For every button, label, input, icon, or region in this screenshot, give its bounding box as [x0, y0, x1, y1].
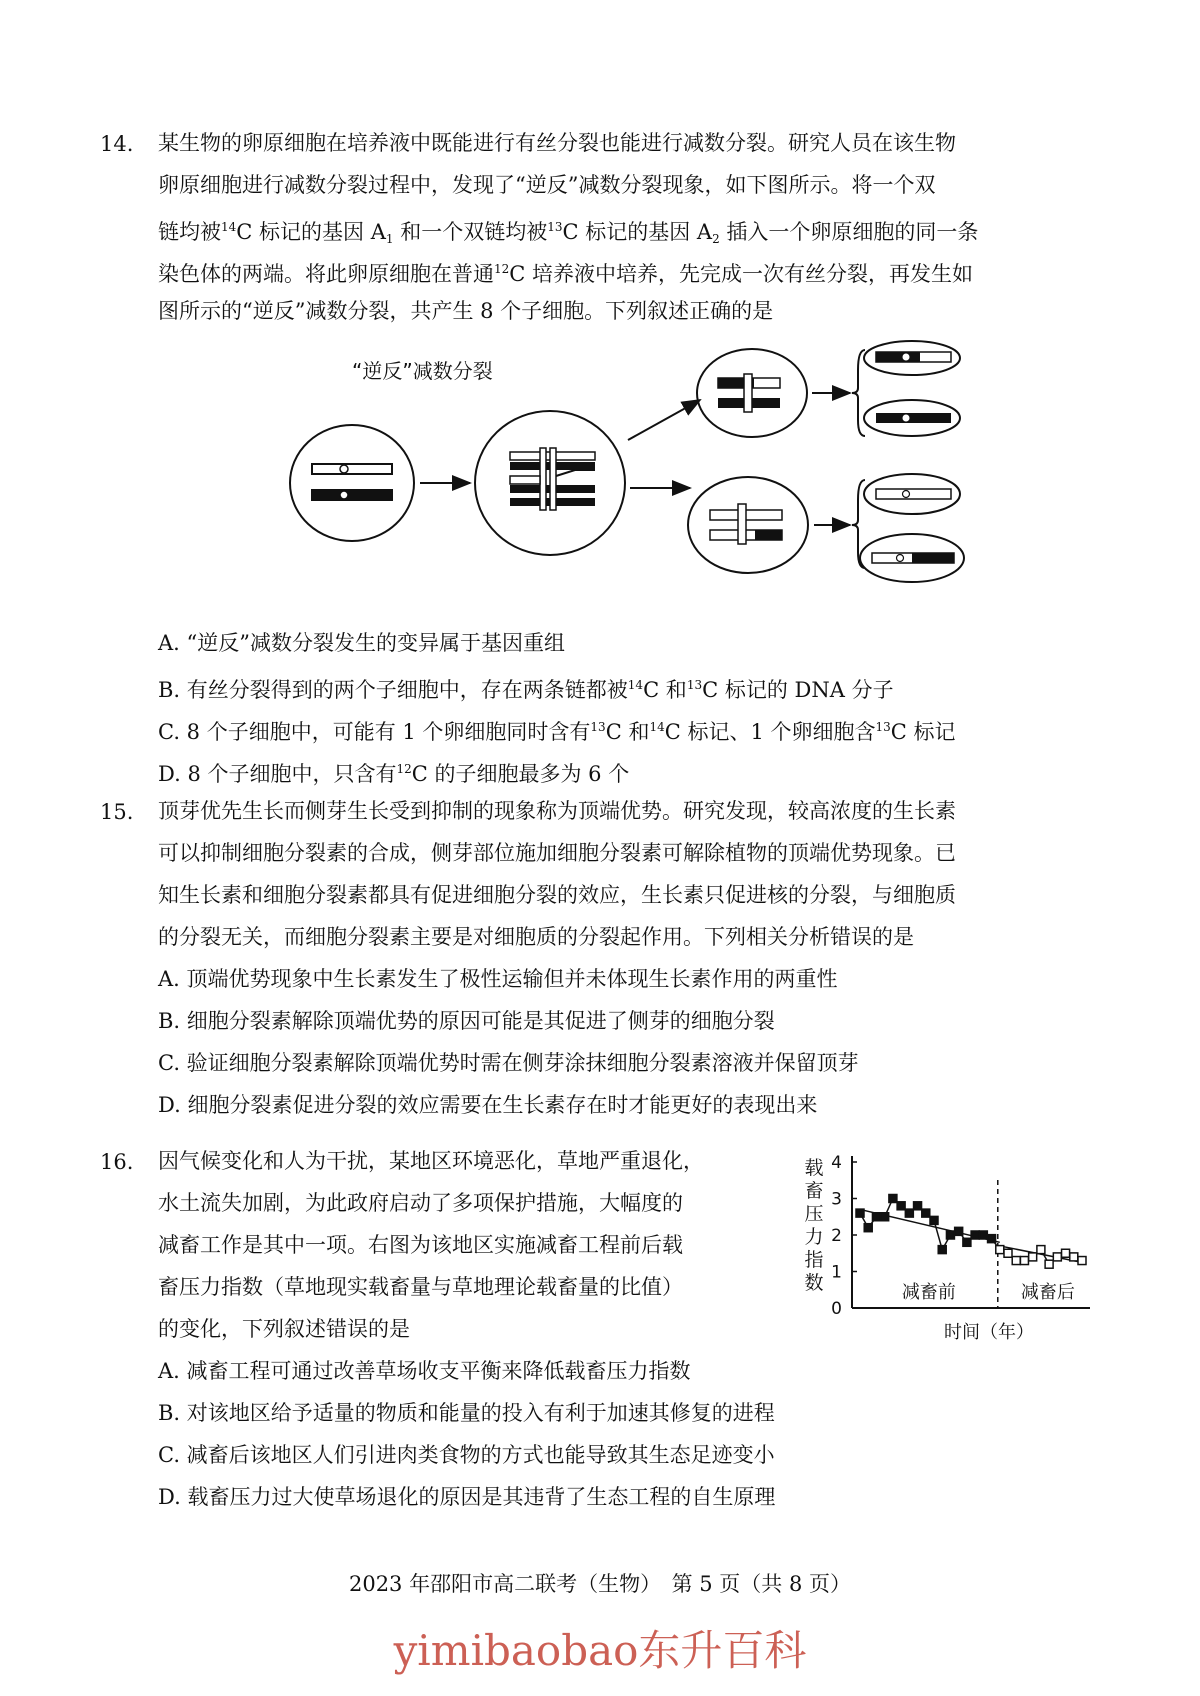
- cell-2: [475, 411, 625, 555]
- q15-option-c: C. 验证细胞分裂素解除顶端优势时需在侧芽涂抹细胞分裂素溶液并保留顶芽: [158, 1051, 859, 1075]
- data-point: [955, 1227, 963, 1235]
- q14-option-b: B. 有丝分裂得到的两个子细胞中，存在两条链都被$^{14}$C 和$^{13}$C 标记的 DNA 分子: [158, 678, 894, 702]
- data-point: [1053, 1253, 1061, 1261]
- y-axis-label-char: 载: [804, 1157, 824, 1179]
- q16-option-a: A. 减畜工程可通过改善草场收支平衡来降低载畜压力指数: [158, 1359, 691, 1383]
- daughter-cell-4: [860, 534, 964, 582]
- data-point: [897, 1202, 905, 1210]
- q14-option-a: A. “逆反”减数分裂发生的变异属于基因重组: [158, 631, 565, 655]
- cell-1: [290, 425, 414, 541]
- q16-option-c: C. 减畜后该地区人们引进肉类食物的方式也能导致其生态足迹变小: [158, 1443, 775, 1467]
- data-point: [905, 1209, 913, 1217]
- y-axis-label-char: 指: [804, 1249, 824, 1271]
- q15-line-2: 可以抑制细胞分裂素的合成，侧芽部位施加细胞分裂素可解除植物的顶端优势现象。已: [158, 841, 956, 865]
- data-point: [872, 1213, 880, 1221]
- q14-line-1: 某生物的卵原细胞在培养液中既能进行有丝分裂也能进行减数分裂。研究人员在该生物: [158, 131, 956, 155]
- y-tick-label: 2: [831, 1226, 842, 1246]
- y-tick-label: 1: [831, 1262, 842, 1283]
- q14-option-d: D. 8 个子细胞中，只含有$^{12}$C 的子细胞最多为 6 个: [158, 762, 630, 786]
- y-axis-label-char: 力: [804, 1226, 824, 1248]
- q15-option-a: A. 顶端优势现象中生长素发生了极性运输但并未体现生长素作用的两重性: [158, 967, 838, 991]
- q15-line-4: 的分裂无关，而细胞分裂素主要是对细胞质的分裂起作用。下列相关分析错误的是: [158, 925, 914, 949]
- y-axis-label-char: 数: [804, 1272, 824, 1294]
- q16-line-1: 因气候变化和人为干扰，某地区环境恶化，草地严重退化，: [158, 1149, 704, 1173]
- y-tick-label: 4: [831, 1153, 842, 1173]
- grazing-pressure-chart: [800, 1148, 1100, 1348]
- region-label-before: 减畜前: [901, 1282, 956, 1303]
- data-point: [996, 1246, 1004, 1254]
- daughter-cell-3: [864, 474, 960, 514]
- q15-option-d: D. 细胞分裂素促进分裂的效应需要在生长素存在时才能更好的表现出来: [158, 1093, 818, 1117]
- q14-line-4: 染色体的两端。将此卵原细胞在普通$^{12}$C 培养液中培养，先完成一次有丝分裂，再发生如: [158, 262, 974, 286]
- data-point: [856, 1209, 864, 1217]
- data-point: [979, 1231, 987, 1239]
- cell-4: [688, 477, 808, 573]
- x-axis-label: 时间（年）: [944, 1322, 1034, 1343]
- data-point: [1062, 1249, 1070, 1257]
- data-point: [1037, 1246, 1045, 1254]
- cell-3: [697, 349, 807, 437]
- data-point: [914, 1202, 922, 1210]
- data-point: [1070, 1253, 1078, 1261]
- watermark: yimibaobao东升百科: [393, 1626, 807, 1675]
- q14-line-2: 卵原细胞进行减数分裂过程中，发现了“逆反”减数分裂现象，如下图所示。将一个双: [158, 173, 936, 197]
- q15-option-b: B. 细胞分裂素解除顶端优势的原因可能是其促进了侧芽的细胞分裂: [158, 1009, 775, 1033]
- daughter-cell-1: [864, 341, 960, 375]
- q16-line-5: 的变化，下列叙述错误的是: [158, 1317, 410, 1341]
- y-tick-label: 0: [831, 1299, 842, 1319]
- question-number: 16.: [100, 1150, 134, 1174]
- data-point: [889, 1195, 897, 1203]
- region-label-after: 减畜后: [1020, 1282, 1075, 1303]
- question-number: 14.: [100, 132, 134, 156]
- data-point: [938, 1246, 946, 1254]
- data-point: [1004, 1249, 1012, 1257]
- question-number: 15.: [100, 800, 134, 824]
- q14-option-c: C. 8 个子细胞中，可能有 1 个卵细胞同时含有$^{13}$C 和$^{14}$C 标记、1 个卵细胞含$^{13}$C 标记: [158, 720, 956, 744]
- page-footer: 2023 年邵阳市高二联考（生物） 第 5 页（共 8 页）: [348, 1572, 852, 1596]
- q15-line-1: 顶芽优先生长而侧芽生长受到抑制的现象称为顶端优势。研究发现，较高浓度的生长素: [158, 799, 956, 823]
- data-point: [971, 1231, 979, 1239]
- y-axis-label-char: 畜: [804, 1180, 824, 1202]
- data-point: [1029, 1253, 1037, 1261]
- data-point: [963, 1238, 971, 1246]
- q16-line-4: 畜压力指数（草地现实载畜量与草地理论载畜量的比值）: [158, 1275, 683, 1299]
- reverse-meiosis-diagram: [0, 340, 1200, 600]
- q16-option-b: B. 对该地区给予适量的物质和能量的投入有利于加速其修复的进程: [158, 1401, 775, 1425]
- data-point: [881, 1213, 889, 1221]
- q16-option-d: D. 载畜压力过大使草场退化的原因是其违背了生态工程的自生原理: [158, 1485, 776, 1509]
- q16-line-3: 减畜工作是其中一项。右图为该地区实施减畜工程前后载: [158, 1233, 683, 1257]
- q15-line-3: 知生长素和细胞分裂素都具有促进细胞分裂的效应，生长素只促进核的分裂，与细胞质: [158, 883, 956, 907]
- data-point: [1020, 1257, 1028, 1265]
- q14-line-5: 图所示的“逆反”减数分裂，共产生 8 个子细胞。下列叙述正确的是: [158, 299, 774, 323]
- data-point: [946, 1231, 954, 1239]
- daughter-cell-2: [864, 400, 960, 436]
- data-point: [1012, 1257, 1020, 1265]
- y-tick-label: 3: [831, 1189, 842, 1210]
- q14-line-3: 链均被$^{14}$C 标记的基因 $A_1$ 和一个双链均被$^{13}$C 标记的基因 $A_2$ 插入一个卵原细胞的同一条: [158, 220, 979, 246]
- data-point: [864, 1224, 872, 1232]
- data-point: [1078, 1257, 1086, 1265]
- data-point: [1045, 1260, 1053, 1268]
- y-axis-label-char: 压: [804, 1203, 824, 1225]
- diagram-label: “逆反”减数分裂: [352, 359, 493, 383]
- data-point: [988, 1235, 996, 1243]
- q16-line-2: 水土流失加剧，为此政府启动了多项保护措施，大幅度的: [158, 1191, 683, 1215]
- data-point: [922, 1209, 930, 1217]
- data-point: [930, 1216, 938, 1224]
